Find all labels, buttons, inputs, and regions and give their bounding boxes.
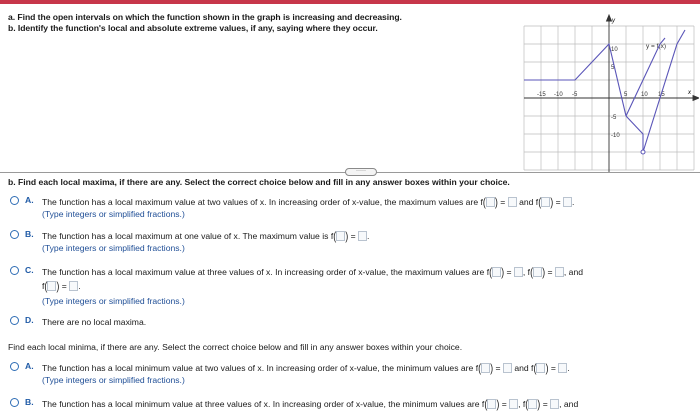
- minima-prompt: Find each local minima, if there are any. Select the correct choice below and fill in any answer boxes within your choice.: [8, 342, 463, 352]
- answer-box[interactable]: [486, 197, 495, 207]
- y-tick-label: 5: [611, 65, 615, 71]
- answer-box[interactable]: [508, 197, 517, 207]
- divider-handle[interactable]: ·····: [345, 168, 377, 176]
- answer-box[interactable]: [358, 231, 367, 241]
- answer-box[interactable]: [558, 363, 567, 373]
- answer-box[interactable]: [541, 197, 550, 207]
- answer-box[interactable]: [533, 267, 542, 277]
- function-label: y = f(x): [646, 43, 667, 50]
- answer-box[interactable]: [555, 267, 564, 277]
- x-tick-label: 15: [658, 92, 665, 98]
- y-tick-label: 10: [611, 47, 618, 53]
- answer-box[interactable]: [563, 197, 572, 207]
- x-tick-label: -10: [554, 92, 563, 98]
- x-tick-label: -5: [572, 92, 578, 98]
- x-tick-label: 10: [641, 92, 648, 98]
- answer-box[interactable]: [514, 267, 523, 277]
- radio-button[interactable]: [10, 266, 19, 275]
- answer-box[interactable]: [550, 399, 559, 409]
- answer-box[interactable]: [69, 281, 78, 291]
- radio-button[interactable]: [10, 398, 19, 407]
- answer-box[interactable]: [509, 399, 518, 409]
- function-graph: [519, 14, 699, 174]
- x-tick-label: -15: [537, 92, 546, 98]
- radio-button[interactable]: [10, 196, 19, 205]
- y-axis-label: y: [612, 18, 615, 24]
- answer-box[interactable]: [47, 281, 56, 291]
- answer-box[interactable]: [536, 363, 545, 373]
- y-tick-label: -5: [611, 115, 617, 121]
- radio-button[interactable]: [10, 362, 19, 371]
- x-tick-label: 5: [624, 92, 628, 98]
- maxima-prompt: b. Find each local maxima, if there are any. Select the correct choice below and fill in any answer boxes within your choice.: [8, 177, 510, 187]
- question-part-a: a. Find the open intervals on which the function shown in the graph is increasing and decreasing.: [8, 12, 402, 22]
- radio-button[interactable]: [10, 230, 19, 239]
- answer-box[interactable]: [481, 363, 490, 373]
- question-part-b: b. Identify the function's local and absolute extreme values, if any, saying where they occur.: [8, 23, 378, 33]
- radio-button[interactable]: [10, 316, 19, 325]
- answer-box[interactable]: [487, 399, 496, 409]
- x-axis-label: x: [688, 90, 691, 96]
- y-tick-label: -10: [611, 133, 620, 139]
- answer-box[interactable]: [336, 231, 345, 241]
- answer-box[interactable]: [503, 363, 512, 373]
- answer-box[interactable]: [492, 267, 501, 277]
- top-accent-bar: [0, 0, 700, 4]
- answer-box[interactable]: [528, 399, 537, 409]
- open-point: [641, 150, 645, 154]
